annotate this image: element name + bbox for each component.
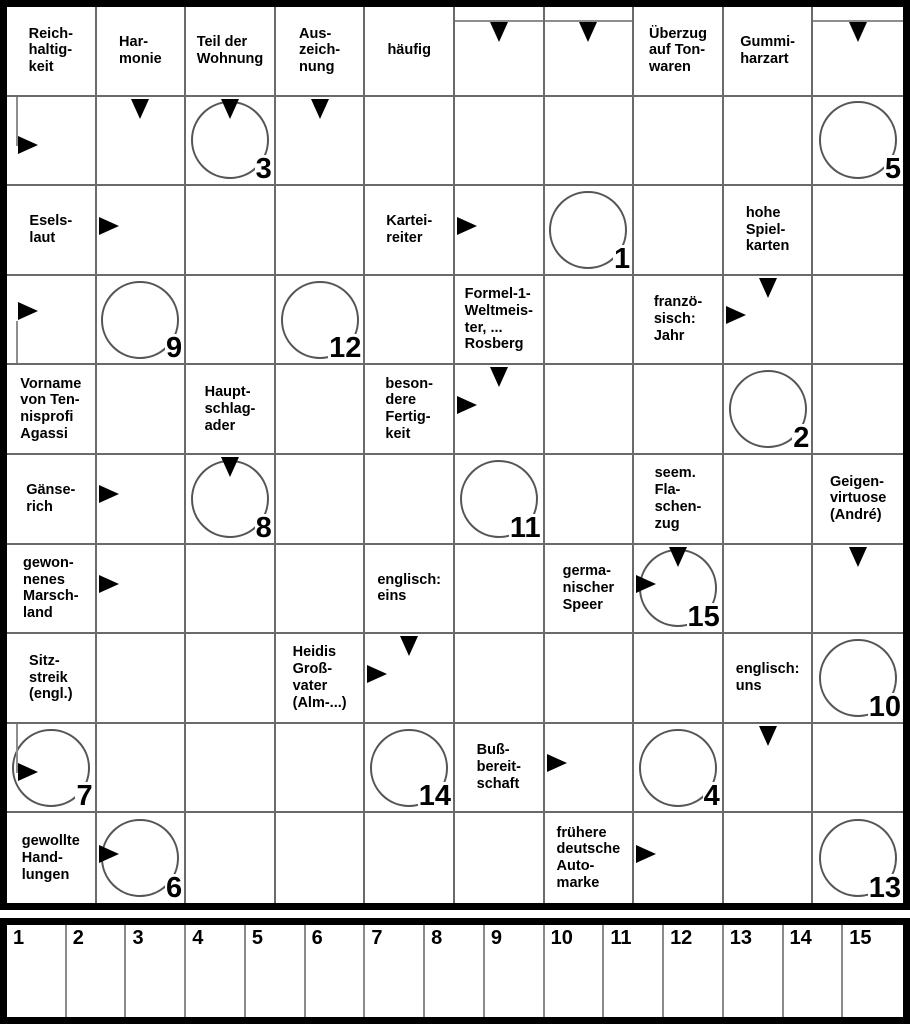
clue-line: (Alm-...)	[292, 694, 347, 711]
clue-text	[654, 294, 702, 344]
answer-cell-r4c1[interactable]	[7, 276, 97, 366]
solution-strip	[0, 918, 910, 1024]
arrow-right-icon	[99, 575, 119, 593]
clue-line: Buß-	[476, 742, 510, 759]
clue-text	[563, 563, 615, 613]
solution-letter-number: 8	[255, 511, 272, 544]
answer-cell-r8c5[interactable]	[365, 634, 455, 724]
clue-text	[746, 205, 790, 255]
answer-cell-r2c10[interactable]	[813, 97, 903, 187]
clue-cell-r1c1	[7, 7, 97, 97]
solution-cell-number: 8	[431, 927, 443, 949]
clue-line: ter, ...	[464, 319, 503, 336]
answer-cell-r7c10[interactable]	[813, 545, 903, 635]
clue-line: streik	[29, 669, 68, 686]
answer-cell-r5c9[interactable]	[724, 365, 814, 455]
solution-cell-3[interactable]	[126, 925, 186, 1017]
answer-cell-r3c10[interactable]	[813, 186, 903, 276]
answer-cell-r2c2[interactable]	[97, 97, 187, 187]
clue-line: Har-	[119, 33, 149, 50]
arrow-right-icon	[457, 396, 477, 414]
arrow-down-icon	[400, 636, 418, 656]
answer-cell-r4c5[interactable]	[365, 276, 455, 366]
clue-line: frühere	[556, 824, 607, 841]
solution-cell-number: 7	[371, 927, 383, 949]
solution-letter-number: 7	[76, 780, 93, 813]
clue-line: Marsch-	[22, 588, 79, 605]
clue-line: haltig-	[28, 42, 73, 59]
answer-cell-r7c3[interactable]	[186, 545, 276, 635]
answer-cell-r6c2[interactable]	[97, 455, 187, 545]
clue-line: Speer	[562, 596, 603, 613]
clue-line: dere	[385, 392, 417, 409]
clue-line: Weltmeis-	[464, 302, 533, 319]
clue-cell-r4c6	[455, 276, 545, 366]
clue-line: Groß-	[292, 661, 333, 678]
solution-cell-number: 14	[789, 927, 812, 949]
arrow-down-icon	[131, 99, 149, 119]
solution-letter-number: 6	[166, 871, 183, 904]
clue-line: Hand-	[21, 849, 63, 866]
clue-line: Sitz-	[29, 652, 60, 669]
answer-cell-r5c8[interactable]	[634, 365, 724, 455]
clue-line: land	[22, 605, 53, 622]
clue-line: hohe	[745, 204, 781, 221]
arrow-down-icon	[849, 547, 867, 567]
clue-line: rich	[26, 498, 53, 515]
answer-cell-r4c3[interactable]	[186, 276, 276, 366]
solution-cell-number: 6	[311, 927, 323, 949]
clue-line: marke	[556, 875, 600, 891]
answer-cell-r4c9[interactable]	[724, 276, 814, 366]
answer-cell-r4c10[interactable]	[813, 276, 903, 366]
clue-line: lungen	[21, 866, 70, 883]
clue-line: Teil der	[196, 33, 248, 50]
answer-cell-r10c6[interactable]	[455, 813, 545, 903]
answer-cell-r5c2[interactable]	[97, 365, 187, 455]
clue-text	[557, 825, 621, 892]
clue-cell-r1c4	[276, 7, 366, 97]
clue-cell-r1c9	[724, 7, 814, 97]
answer-cell-r6c5[interactable]	[365, 455, 455, 545]
solution-cell-4[interactable]	[186, 925, 246, 1017]
answer-cell-r2c1[interactable]	[7, 97, 97, 187]
answer-cell-r4c7[interactable]	[545, 276, 635, 366]
clue-line: schlag-	[204, 400, 256, 417]
answer-cell-r2c3[interactable]	[186, 97, 276, 187]
solution-cell-7[interactable]	[365, 925, 425, 1017]
answer-cell-r9c8[interactable]	[634, 724, 724, 814]
clue-cell-r7c7	[545, 545, 635, 635]
clue-cell-r5c1	[7, 365, 97, 455]
clue-line: nung	[299, 59, 335, 76]
clue-text	[299, 26, 340, 76]
arrow-down-icon	[759, 726, 777, 746]
clue-text	[26, 482, 75, 516]
arrow-right-icon	[99, 485, 119, 503]
answer-cell-r9c2[interactable]	[97, 724, 187, 814]
arrow-right-icon	[99, 845, 119, 863]
clue-line: schen-	[654, 498, 702, 515]
answer-cell-r4c2[interactable]	[97, 276, 187, 366]
clue-line: Geigen-	[829, 473, 884, 490]
answer-cell-r7c4[interactable]	[276, 545, 366, 635]
clue-cell-r10c1	[7, 813, 97, 903]
answer-cell-r3c4[interactable]	[276, 186, 366, 276]
answer-cell-r10c5[interactable]	[365, 813, 455, 903]
clue-line: Kartei-	[386, 213, 433, 230]
answer-cell-r7c2[interactable]	[97, 545, 187, 635]
clue-line: Heidis	[292, 644, 337, 661]
clue-line: eins	[377, 588, 407, 605]
solution-letter-number: 1	[614, 242, 631, 275]
answer-cell-r9c1[interactable]	[7, 724, 97, 814]
clue-cell-r8c4	[276, 634, 366, 724]
clue-line: uns	[735, 677, 762, 694]
clue-line: Gummi-	[740, 33, 795, 50]
solution-cell-12[interactable]	[664, 925, 724, 1017]
answer-cell-r6c3[interactable]	[186, 455, 276, 545]
clue-cell-r8c9	[724, 634, 814, 724]
answer-cell-r7c9[interactable]	[724, 545, 814, 635]
clue-cell-r9c6	[455, 724, 545, 814]
clue-line: auf Ton-	[648, 42, 706, 59]
solution-cell-2[interactable]	[67, 925, 127, 1017]
answer-cell-r5c10[interactable]	[813, 365, 903, 455]
clue-line: bereit-	[476, 759, 521, 776]
clue-text	[20, 376, 81, 443]
answer-cell-r9c3[interactable]	[186, 724, 276, 814]
clue-line: Formel-1-	[464, 285, 531, 302]
solution-cell-number: 9	[490, 927, 502, 949]
clue-line: von Ten-	[20, 392, 80, 409]
clue-cell-r8c1	[7, 634, 97, 724]
clue-text	[293, 644, 347, 711]
solution-cell-number: 1	[13, 927, 25, 949]
clue-line: waren	[648, 59, 691, 76]
answer-cell-r5c4[interactable]	[276, 365, 366, 455]
clue-cell-r6c1	[7, 455, 97, 545]
clue-line: (engl.)	[29, 686, 73, 703]
clue-line: nenes	[22, 571, 65, 588]
arrow-down-icon	[311, 99, 329, 119]
solution-letter-number: 10	[868, 690, 901, 723]
solution-letter-number: 12	[329, 332, 362, 365]
solution-cell-13[interactable]	[724, 925, 784, 1017]
clue-cell-r3c5	[365, 186, 455, 276]
clue-line: nischer	[562, 579, 615, 596]
arrow-right-icon	[636, 845, 656, 863]
clue-text	[386, 213, 432, 247]
answer-cell-r3c6[interactable]	[455, 186, 545, 276]
solution-cell-number: 2	[72, 927, 84, 949]
solution-cell-number: 13	[729, 927, 753, 949]
answer-cell-r5c7[interactable]	[545, 365, 635, 455]
solution-cell-6[interactable]	[306, 925, 366, 1017]
solution-cell-14[interactable]	[784, 925, 844, 1017]
clue-line: ader	[204, 417, 236, 434]
clue-text	[29, 653, 73, 703]
solution-letter-number: 5	[884, 153, 901, 186]
solution-cell-11[interactable]	[604, 925, 664, 1017]
solution-letter-number: 15	[687, 601, 720, 634]
arrow-down-icon	[490, 22, 508, 42]
solution-cell-5[interactable]	[246, 925, 306, 1017]
answer-cell-r9c4[interactable]	[276, 724, 366, 814]
clue-line: Esels-	[29, 213, 73, 230]
clue-cell-r3c9	[724, 186, 814, 276]
clue-text	[29, 26, 73, 76]
answer-cell-r2c7[interactable]	[545, 97, 635, 187]
clue-line: gewollte	[21, 832, 80, 849]
answer-cell-r4c4[interactable]	[276, 276, 366, 366]
answer-cell-r10c8[interactable]	[634, 813, 724, 903]
answer-cell-r5c6[interactable]	[455, 365, 545, 455]
answer-cell-r6c9[interactable]	[724, 455, 814, 545]
clue-line: Überzug	[648, 25, 707, 42]
answer-cell-r1c7[interactable]	[545, 7, 635, 97]
arrow-down-icon	[579, 22, 597, 42]
clue-text	[22, 833, 80, 883]
clue-line: harzart	[740, 50, 789, 67]
solution-cell-9[interactable]	[485, 925, 545, 1017]
solution-letter-number: 14	[418, 780, 451, 813]
clue-text	[377, 572, 441, 606]
clue-line: franzö-	[653, 294, 703, 311]
solution-cell-8[interactable]	[425, 925, 485, 1017]
answer-cell-r3c8[interactable]	[634, 186, 724, 276]
clue-line: englisch:	[377, 571, 442, 588]
answer-cell-r2c8[interactable]	[634, 97, 724, 187]
clue-line: (André)	[829, 507, 882, 524]
clue-line: keit	[385, 426, 411, 442]
arrow-down-icon	[221, 99, 239, 119]
solution-letter-number: 11	[509, 511, 541, 544]
arrow-right-icon	[457, 217, 477, 235]
clue-line: virtuose	[829, 490, 887, 507]
answer-cell-r8c6[interactable]	[455, 634, 545, 724]
clue-cell-r6c8	[634, 455, 724, 545]
answer-cell-r7c6[interactable]	[455, 545, 545, 635]
answer-cell-r9c5[interactable]	[365, 724, 455, 814]
clue-line: seem.	[654, 465, 696, 482]
solution-cell-15[interactable]	[843, 925, 903, 1017]
clue-text	[29, 213, 72, 247]
clue-line: keit	[28, 59, 54, 76]
answer-cell-r2c5[interactable]	[365, 97, 455, 187]
clue-text	[830, 474, 886, 524]
answer-cell-r10c9[interactable]	[724, 813, 814, 903]
answer-cell-r8c2[interactable]	[97, 634, 187, 724]
clue-cell-r7c5	[365, 545, 455, 635]
answer-cell-r2c9[interactable]	[724, 97, 814, 187]
answer-cell-r10c4[interactable]	[276, 813, 366, 903]
answer-cell-r3c2[interactable]	[97, 186, 187, 276]
solution-cell-number: 5	[251, 927, 264, 949]
clue-text	[736, 661, 800, 695]
arrow-right-icon	[547, 754, 567, 772]
clue-text	[465, 286, 533, 353]
clue-text	[740, 34, 795, 68]
clue-line: zeich-	[299, 42, 341, 59]
clue-line: Vorname	[20, 375, 82, 392]
answer-cell-r10c10[interactable]	[813, 813, 903, 903]
clue-line: zug	[654, 515, 680, 532]
answer-cell-r10c2[interactable]	[97, 813, 187, 903]
solution-cell-number: 3	[132, 927, 144, 949]
answer-cell-r6c4[interactable]	[276, 455, 366, 545]
answer-cell-r3c7[interactable]	[545, 186, 635, 276]
solution-cell-number: 15	[849, 927, 872, 949]
solution-cell-number: 12	[670, 927, 693, 949]
arrow-right-icon	[367, 665, 387, 683]
clue-line: deutsche	[556, 841, 621, 858]
clue-line: nisprofi	[20, 409, 74, 426]
arrow-down-icon	[490, 367, 508, 387]
clue-text	[205, 384, 256, 434]
clue-line: monie	[119, 50, 162, 67]
answer-cell-r6c7[interactable]	[545, 455, 635, 545]
bent-arrow-right-icon	[18, 302, 38, 320]
clue-line: Jahr	[653, 328, 685, 344]
answer-cell-r6c6[interactable]	[455, 455, 545, 545]
clue-line: laut	[29, 229, 56, 246]
answer-cell-r8c7[interactable]	[545, 634, 635, 724]
arrow-down-icon	[669, 547, 687, 567]
answer-cell-r1c6[interactable]	[455, 7, 545, 97]
arrow-right-icon	[99, 217, 119, 235]
clue-cell-r5c5	[365, 365, 455, 455]
arrow-down-icon	[849, 22, 867, 42]
answer-cell-r1c10[interactable]	[813, 7, 903, 97]
answer-cell-r7c8[interactable]	[634, 545, 724, 635]
bent-arrow-right-icon	[18, 763, 38, 781]
clue-line: Wohnung	[196, 50, 264, 67]
solution-letter-number: 4	[703, 780, 720, 813]
answer-cell-r2c4[interactable]	[276, 97, 366, 187]
clue-line: gewon-	[22, 554, 74, 571]
solution-cell-number: 4	[192, 927, 204, 949]
clue-line: karten	[745, 238, 790, 255]
clue-line: schaft	[476, 776, 520, 792]
clue-text	[655, 465, 702, 532]
solution-letter-number: 3	[255, 153, 272, 186]
solution-cell-10[interactable]	[545, 925, 605, 1017]
answer-cell-r2c6[interactable]	[455, 97, 545, 187]
clue-text	[23, 555, 79, 622]
answer-cell-r8c10[interactable]	[813, 634, 903, 724]
clue-cell-r1c2	[97, 7, 187, 97]
clue-line: häufig	[387, 42, 431, 59]
solution-letter-number: 13	[868, 871, 901, 904]
arrow-right-icon	[636, 575, 656, 593]
clue-line: englisch:	[735, 661, 800, 678]
answer-cell-r8c8[interactable]	[634, 634, 724, 724]
clue-cell-r4c8	[634, 276, 724, 366]
bent-arrow-line	[16, 321, 18, 364]
solution-letter-number: 9	[166, 332, 183, 365]
clue-line: Aus-	[299, 25, 332, 42]
clue-line: Rosberg	[464, 336, 524, 353]
arrow-down-icon	[759, 278, 777, 298]
answer-cell-r10c3[interactable]	[186, 813, 276, 903]
clue-line: Fertig-	[385, 409, 431, 426]
answer-cell-r8c3[interactable]	[186, 634, 276, 724]
clue-cell-r6c10	[813, 455, 903, 545]
clue-line: beson-	[385, 375, 433, 392]
clue-cell-r1c3	[186, 7, 276, 97]
clue-line: Gänse-	[26, 481, 76, 498]
clue-cell-r3c1	[7, 186, 97, 276]
solution-cell-number: 11	[610, 927, 632, 949]
answer-cell-r9c10[interactable]	[813, 724, 903, 814]
bent-arrow-right-icon	[18, 136, 38, 154]
clue-cell-r1c8	[634, 7, 724, 97]
clue-line: Auto-	[556, 858, 595, 875]
clue-line: Spiel-	[745, 221, 786, 238]
arrow-right-icon	[726, 306, 746, 324]
clue-line: sisch:	[653, 311, 696, 328]
clue-text	[385, 376, 433, 443]
solution-letter-number: 2	[793, 421, 810, 454]
clue-cell-r5c3	[186, 365, 276, 455]
clue-text	[387, 42, 431, 59]
clue-line: vater	[292, 677, 328, 694]
clue-text	[649, 26, 707, 76]
clue-text	[197, 34, 264, 68]
clue-line: germa-	[562, 563, 611, 580]
clue-line: Agassi	[20, 426, 68, 442]
arrow-down-icon	[221, 457, 239, 477]
answer-cell-r9c7[interactable]	[545, 724, 635, 814]
clue-line: Haupt-	[204, 383, 251, 400]
clue-line: Fla-	[654, 481, 681, 498]
clue-line: Reich-	[28, 25, 73, 42]
clue-line: reiter	[386, 229, 423, 246]
clue-cell-r7c1	[7, 545, 97, 635]
clue-cell-r1c5	[365, 7, 455, 97]
solution-cell-number: 10	[550, 927, 573, 949]
clue-text	[119, 34, 162, 68]
solution-cell-1[interactable]	[7, 925, 67, 1017]
clue-text	[477, 742, 521, 792]
clue-cell-r10c7	[545, 813, 635, 903]
answer-cell-r9c9[interactable]	[724, 724, 814, 814]
answer-cell-r3c3[interactable]	[186, 186, 276, 276]
